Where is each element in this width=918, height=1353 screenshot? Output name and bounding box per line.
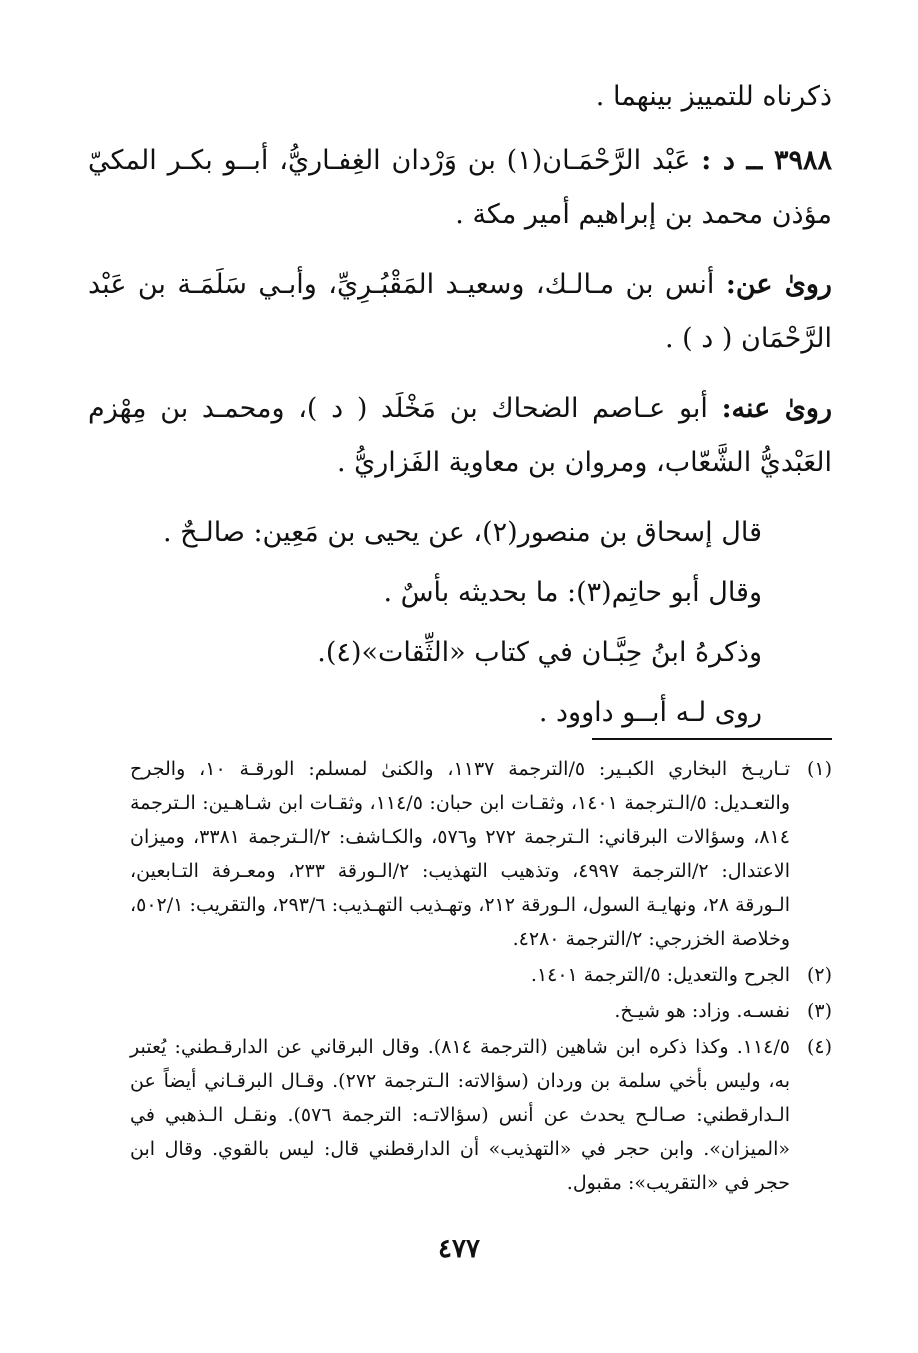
footnote-number: (١) — [806, 758, 832, 780]
footnotes — [130, 752, 832, 1202]
footnote-number: (٣) — [806, 1000, 832, 1022]
footnote-text: ١١٤/٥. وكذا ذكره ابن شاهين (الترجمة ٨١٤). وقال البرقاني عن الدارقـطني: يُعتبر به، وليس بأخي سلمة بن وردان (سؤالاته: الـترجمة ٢٧٢). وقـال البرقـاني أيضاً عن الـدارقطني: صـالـح يحدث عن أنس (سؤالاتـه: الترجمة ٥٧٦). ونقـل الـذهبي في «الميزان». وابن حجر في «التهذيب» أن الدارقطني قال: ليس بالقوي. وقال ابن حجر في «التقريب»: مقبول. — [130, 1036, 791, 1194]
footnote-divider — [592, 738, 832, 740]
footnote — [130, 958, 832, 992]
narrated-by-text: أبو عـاصم الضحاك بن مَخْلَد ( د )، ومحمـد بن مِهْزم العَبْديُّ الشَّعّاب، ومروان بن معاوية الفَزاريُّ . — [88, 393, 832, 478]
saying-ibn-hibban: وذكرهُ ابنُ حِبَّـان في كتاب «الثِّقات»(٤). — [317, 637, 762, 668]
entry-heading: عَبْد الرَّحْمَـان(١) بن وَرْدان الغِفـاريُّ، أبــو بكـر المكيّ مؤذن محمد بن إبراهيم أمير مكة . — [88, 145, 832, 230]
footnote — [130, 994, 832, 1028]
narrated-from-paragraph — [88, 258, 832, 366]
footnote — [130, 752, 832, 956]
saying-ishaq: قال إسحاق بن منصور(٢)، عن يحيى بن مَعِين: صالـحٌ . — [162, 517, 762, 548]
page-number: ٤٧٧ — [438, 1234, 480, 1264]
sayings-block — [88, 506, 762, 740]
saying-abu-dawud: روى لـه أبــو داوود . — [538, 697, 762, 728]
footnote-text: تـاريـخ البخاري الكبـير: ٥/الترجمة ١١٣٧، والكنىٰ لمسلم: الورقـة ١٠، والجرح والتعـديل: ٥/الـترجمة ١٤٠١، وثقـات ابن حبان: ١١٤/٥، وثقـات ابن شـاهـين: الـترجمة ٨١٤، وسؤالات البرقاني: الـترجمة ٢٧٢ و٥٧٦، والكـاشف: ٢/الـترجمة ٣٣٨١، وميزان الاعتدال: ٢/الترجمة ٤٩٩٧، وتذهيب التهذيب: ٢/الـورقة ٢٣٣، ومعـرفة التـابعين، الـورقة ٢٨، ونهايـة السول، الـورقة ٢١٢، وتهـذيب التهـذيب: ٢٩٣/٦، والتقريب: ٥٠٢/١، وخلاصة الخزرجي: ٢/الترجمة ٤٢٨٠. — [130, 758, 790, 950]
biography-entry — [88, 134, 832, 242]
main-text — [88, 70, 832, 746]
narrated-from-text: أنس بن مـالـك، وسعيـد المَقْبُـرِيِّ، وأبـي سَلَمَـة بن عَبْد الرَّحْمَان ( د ) . — [88, 269, 832, 354]
footnote-number: (٤) — [806, 1036, 832, 1058]
intro-line: ذكرناه للتمييز بينهما . — [595, 81, 832, 112]
narrated-from-label: روىٰ عن: — [725, 269, 832, 300]
footnote-text: الجرح والتعديل: ٥/الترجمة ١٤٠١. — [530, 964, 790, 986]
footnote — [130, 1030, 832, 1200]
narrated-by-paragraph — [88, 382, 832, 490]
entry-number: ٣٩٨٨ ــ د : — [701, 145, 832, 176]
footnote-number: (٢) — [806, 964, 832, 986]
footnote-text: نفسـه. وزاد: هو شيـخ. — [614, 1000, 790, 1022]
saying-abu-hatim: وقال أبو حاتِم(٣): ما بحديثه بأسٌ . — [383, 577, 762, 608]
narrated-by-label: روىٰ عنه: — [721, 393, 832, 424]
